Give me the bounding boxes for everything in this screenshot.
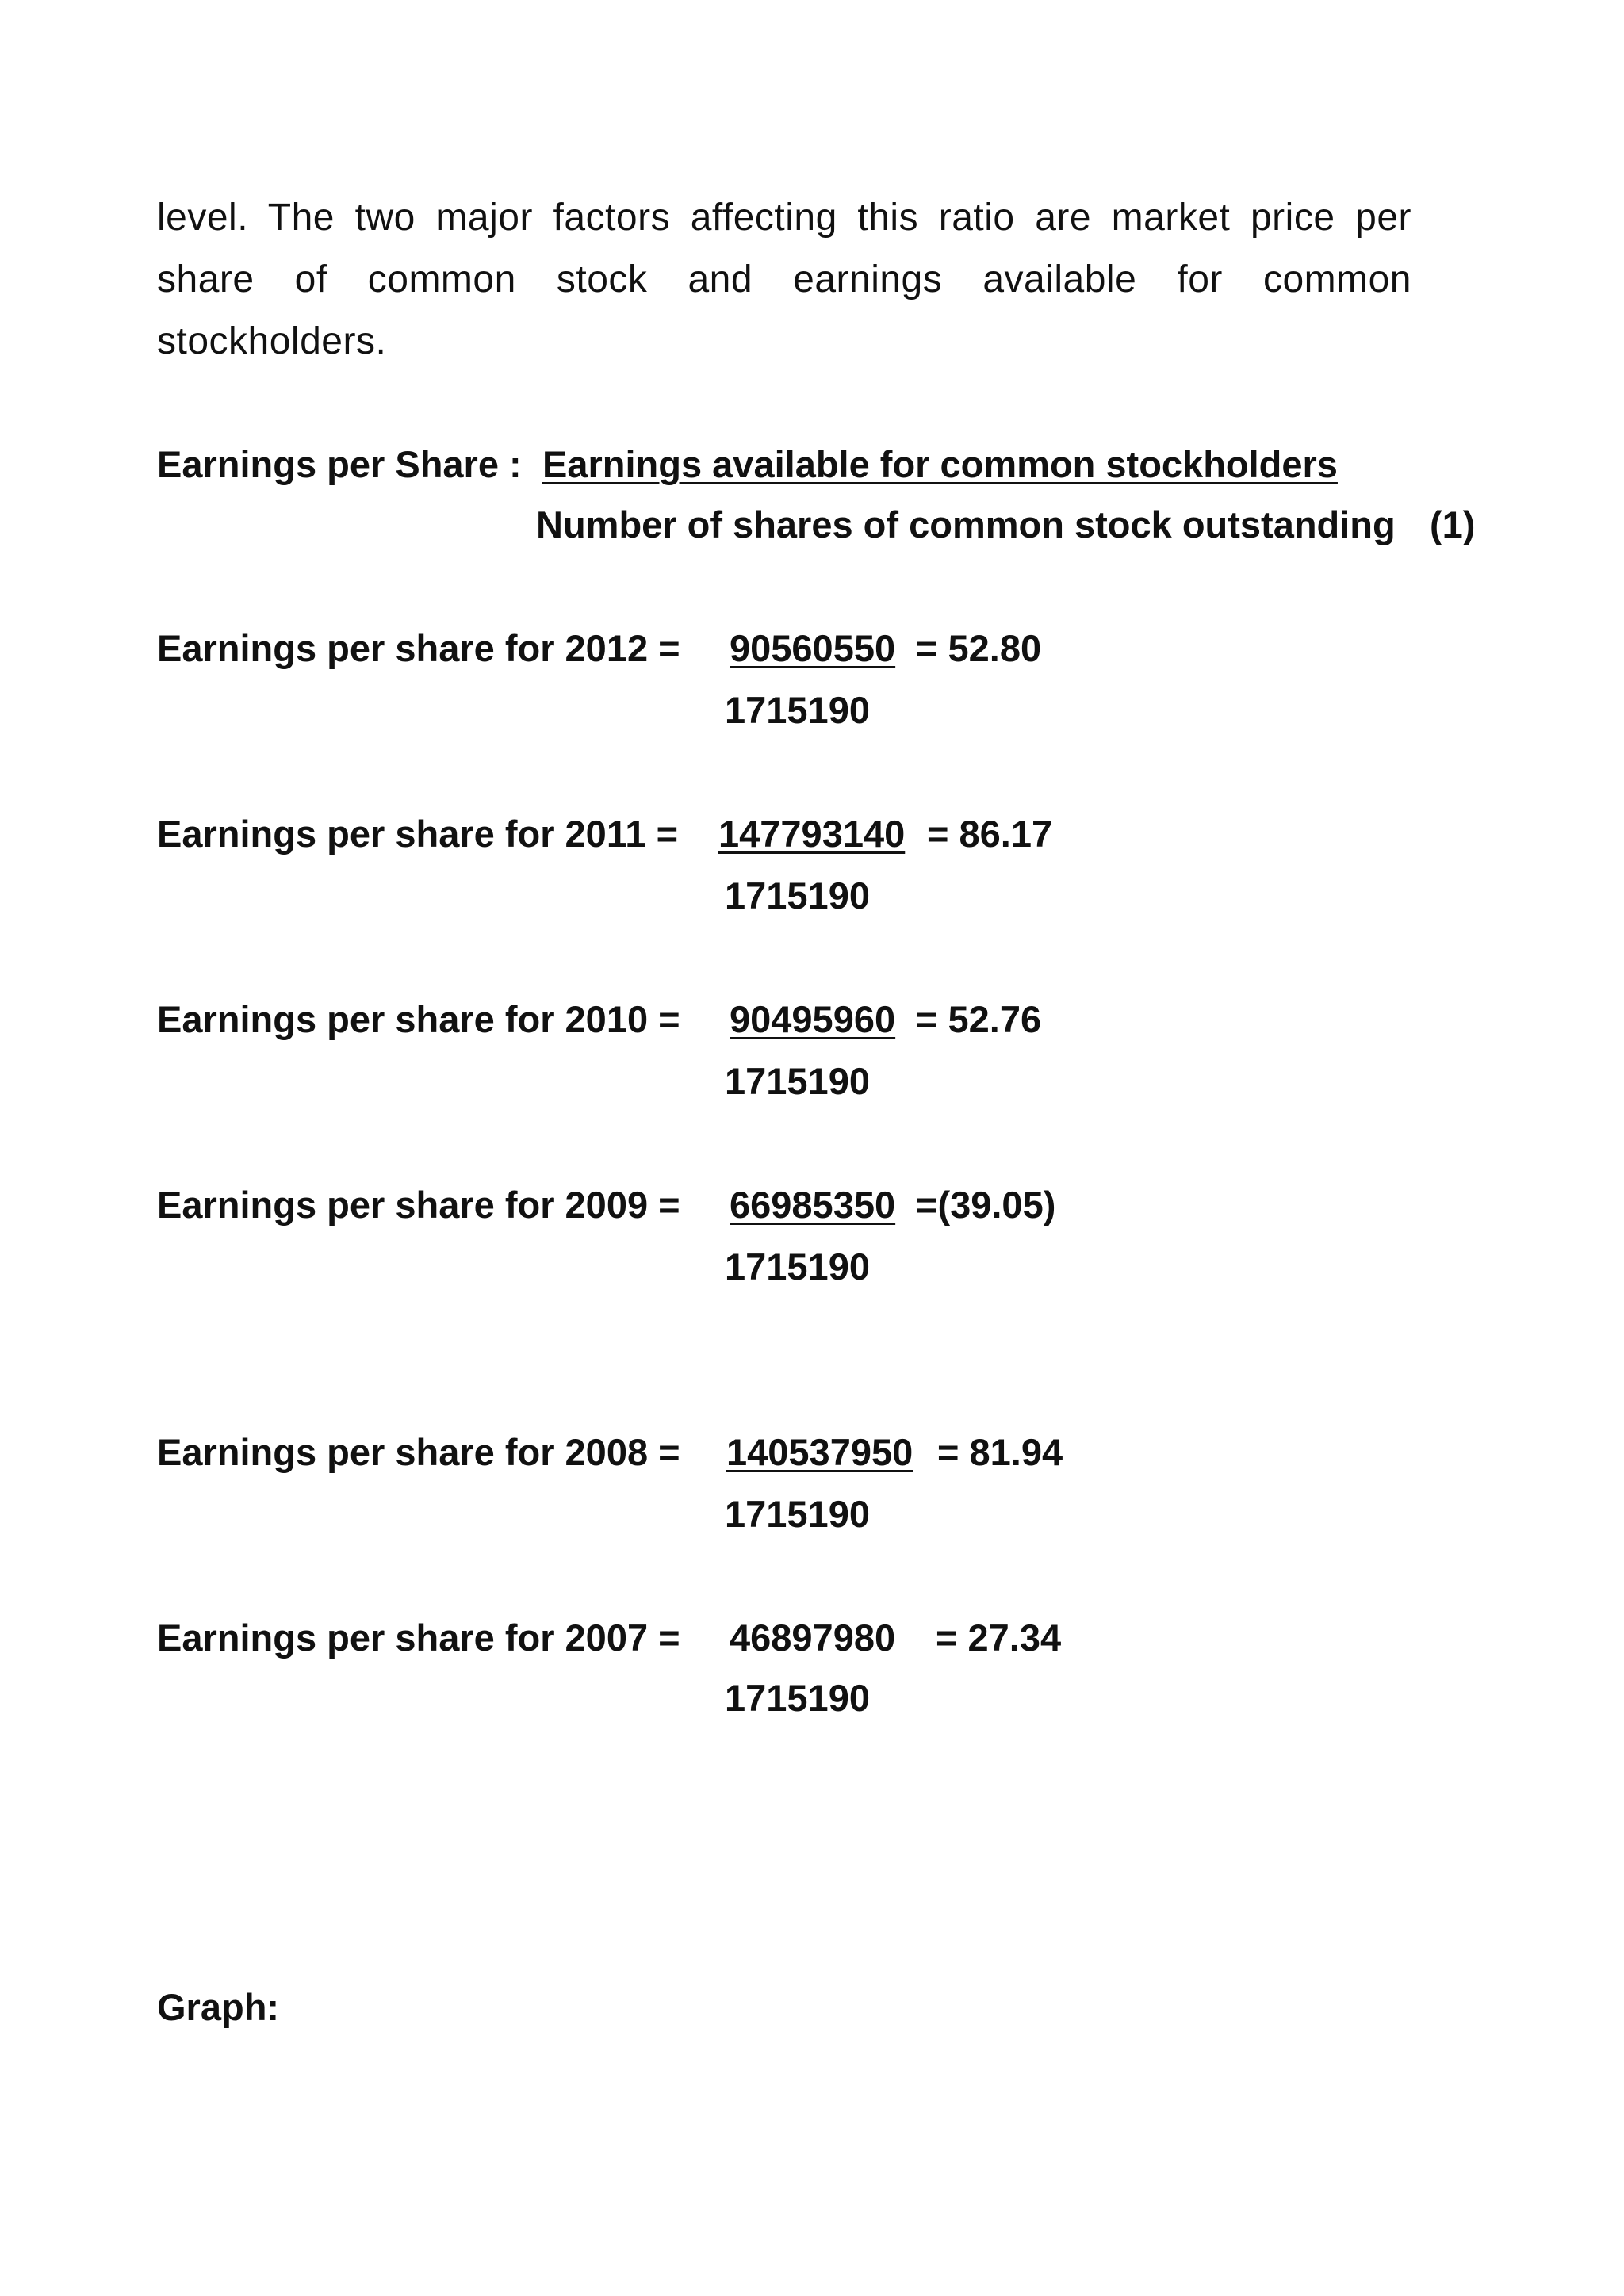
formula-label: Earnings per Share : (157, 443, 522, 485)
eps-row-result: = 52.76 (916, 998, 1042, 1040)
eps-row-result: = 52.80 (916, 627, 1042, 669)
eps-row-denominator: 1715190 (725, 1060, 870, 1102)
eps-row-denominator: 1715190 (725, 1677, 870, 1719)
eps-row-label: Earnings per share for 2008 = (157, 1431, 680, 1473)
formula-numerator: Earnings available for common stockholders (542, 443, 1338, 485)
eps-row-numerator: 140537950 (726, 1431, 914, 1473)
eps-row-result: = 27.34 (936, 1617, 1062, 1659)
eps-row-label: Earnings per share for 2009 = (157, 1184, 680, 1226)
eps-row-denominator: 1715190 (725, 1246, 870, 1288)
eps-row-denominator: 1715190 (725, 874, 870, 916)
eps-row-result: = 81.94 (937, 1431, 1063, 1473)
formula-reference: (1) (1430, 503, 1476, 545)
eps-row-result: = 86.17 (927, 813, 1053, 855)
eps-row-denominator: 1715190 (725, 1493, 870, 1535)
eps-row-numerator: 147793140 (718, 813, 906, 855)
eps-row-numerator: 90560550 (730, 627, 896, 669)
eps-row-numerator: 90495960 (730, 998, 896, 1040)
eps-row-numerator: 66985350 (730, 1184, 896, 1226)
intro-paragraph: level. The two major factors affecting this ratio are market price per share of common stock and earnings available for common stockholders. (157, 197, 1411, 362)
eps-row-result: =(39.05) (916, 1184, 1056, 1226)
graph-heading: Graph: (157, 1986, 280, 2028)
eps-row-label: Earnings per share for 2012 = (157, 627, 680, 669)
eps-row-label: Earnings per share for 2011 = (157, 813, 679, 855)
eps-row-label: Earnings per share for 2007 = (157, 1617, 680, 1659)
eps-row-numerator: 46897980 (730, 1617, 896, 1659)
eps-row-denominator: 1715190 (725, 689, 870, 731)
formula-denominator: Number of shares of common stock outstanding (536, 503, 1396, 545)
eps-row-label: Earnings per share for 2010 = (157, 998, 680, 1040)
